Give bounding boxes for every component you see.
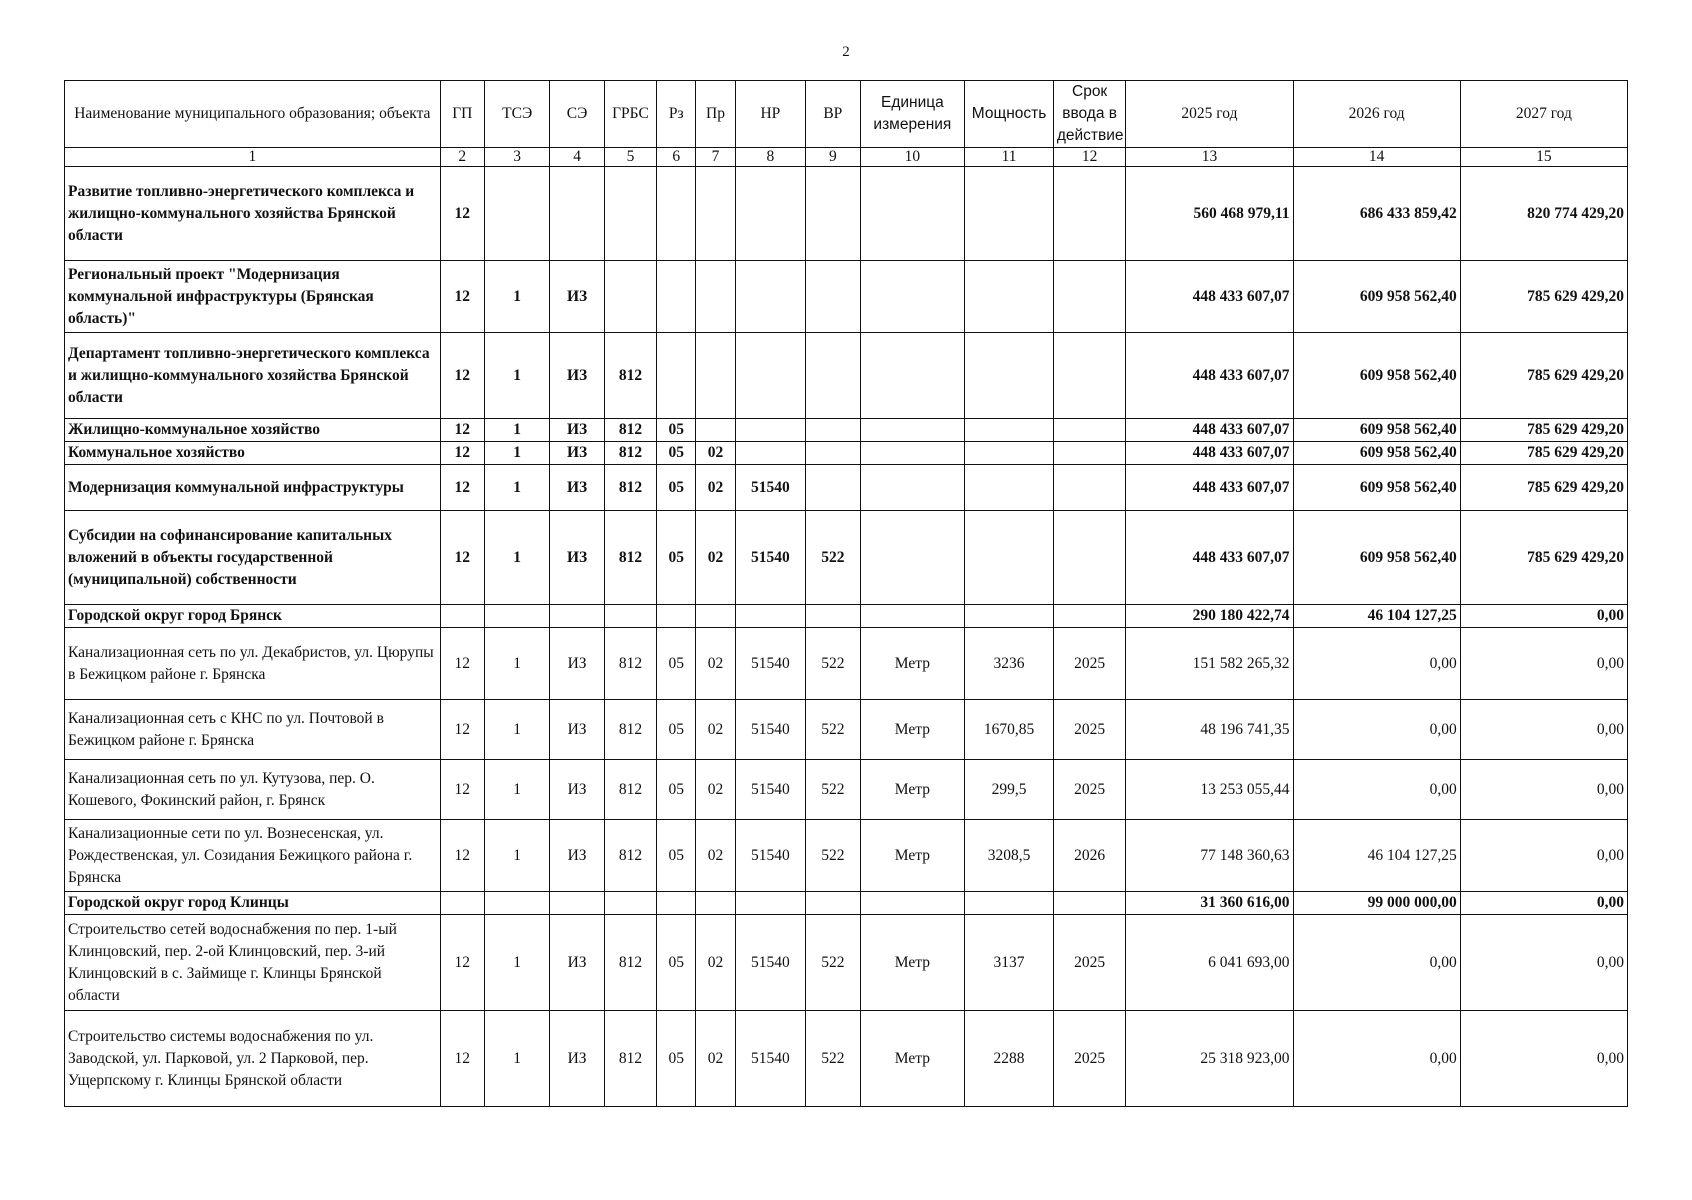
table-cell: 0,00 [1460,628,1627,700]
table-cell [806,442,860,465]
table-cell [1053,167,1126,261]
column-number: 9 [806,148,860,167]
table-cell: 812 [604,419,656,442]
table-cell: 0,00 [1460,820,1627,892]
table-cell: 812 [604,820,656,892]
table-cell [604,892,656,915]
table-body [65,148,1628,1107]
table-cell: ИЗ [550,1011,604,1107]
table-cell [604,167,656,261]
table-cell: 05 [657,820,696,892]
table-cell: 05 [657,1011,696,1107]
table-cell [657,892,696,915]
column-number: 14 [1293,148,1460,167]
table-cell [735,892,805,915]
table-cell: 05 [657,419,696,442]
table-cell [657,333,696,419]
table-row [65,333,1628,419]
table-cell: 05 [657,511,696,605]
table-cell: 2025 [1053,760,1126,820]
table-cell: 02 [696,915,735,1011]
table-cell [735,261,805,333]
table-cell: 12 [440,419,484,442]
row-name-cell: Канализационная сеть с КНС по ул. Почтовой в Бежицком районе г. Брянска [65,700,441,760]
table-cell: 522 [806,511,860,605]
table-cell [860,419,965,442]
column-number: 2 [440,148,484,167]
table-cell: 51540 [735,915,805,1011]
table-cell: 812 [604,1011,656,1107]
column-number: 12 [1053,148,1126,167]
column-number: 15 [1460,148,1627,167]
table-cell: 448 433 607,07 [1126,465,1293,511]
table-cell: 522 [806,1011,860,1107]
table-cell: 31 360 616,00 [1126,892,1293,915]
table-cell: 2025 [1053,700,1126,760]
table-cell: 1 [484,511,549,605]
table-cell: 05 [657,628,696,700]
row-name-cell: Модернизация коммунальной инфраструктуры [65,465,441,511]
column-number: 5 [604,148,656,167]
table-cell: 812 [604,442,656,465]
table-cell [735,419,805,442]
table-cell: 12 [440,915,484,1011]
table-cell: 12 [440,628,484,700]
header-grbs: ГРБС [604,81,656,148]
row-name-cell: Субсидии на софинансирование капитальных вложений в объекты государственной (муниципальной) собственности [65,511,441,605]
table-cell [860,442,965,465]
table-cell: 99 000 000,00 [1293,892,1460,915]
table-cell: 0,00 [1460,605,1627,628]
table-cell: 12 [440,442,484,465]
table-cell: 51540 [735,628,805,700]
table-cell [696,605,735,628]
table-cell: 51540 [735,465,805,511]
table-cell: ИЗ [550,442,604,465]
row-name-cell: Канализационная сеть по ул. Кутузова, пер. О. Кошевого, Фокинский район, г. Брянск [65,760,441,820]
table-cell: 12 [440,511,484,605]
header-pr: Пр [696,81,735,148]
table-cell: 46 104 127,25 [1293,820,1460,892]
header-name: Наименование муниципального образования; объекта [65,81,441,148]
table-row [65,261,1628,333]
table-cell: 51540 [735,511,805,605]
header-year-2027: 2027 год [1460,81,1627,148]
header-gp: ГП [440,81,484,148]
table-cell [735,605,805,628]
table-cell: 448 433 607,07 [1126,261,1293,333]
table-row [65,820,1628,892]
table-cell: 51540 [735,760,805,820]
table-cell [696,261,735,333]
table-row [65,628,1628,700]
budget-table [64,80,1628,1107]
table-cell [1053,511,1126,605]
table-cell: 2025 [1053,1011,1126,1107]
table-cell: 1 [484,419,549,442]
table-cell: 05 [657,442,696,465]
table-cell: 812 [604,760,656,820]
row-name-cell: Городской округ город Брянск [65,605,441,628]
table-cell [860,465,965,511]
table-cell: 522 [806,915,860,1011]
table-cell: 560 468 979,11 [1126,167,1293,261]
table-cell: 13 253 055,44 [1126,760,1293,820]
row-name-cell: Жилищно-коммунальное хозяйство [65,419,441,442]
table-cell [860,261,965,333]
table-cell: 2025 [1053,628,1126,700]
table-cell: 0,00 [1293,1011,1460,1107]
table-cell: 522 [806,760,860,820]
table-cell [860,333,965,419]
table-cell: 609 958 562,40 [1293,442,1460,465]
table-cell: 0,00 [1293,760,1460,820]
table-cell: 2288 [965,1011,1054,1107]
table-cell [965,261,1054,333]
table-cell: 812 [604,465,656,511]
table-cell: 05 [657,700,696,760]
table-cell: 1 [484,465,549,511]
table-cell [657,167,696,261]
table-cell: 1 [484,628,549,700]
table-row [65,511,1628,605]
table-cell: 3208,5 [965,820,1054,892]
table-cell: Метр [860,1011,965,1107]
table-cell: 151 582 265,32 [1126,628,1293,700]
table-cell: 51540 [735,1011,805,1107]
table-cell: 812 [604,333,656,419]
table-cell: 522 [806,628,860,700]
table-cell: 48 196 741,35 [1126,700,1293,760]
table-cell: 2026 [1053,820,1126,892]
table-cell [860,511,965,605]
table-cell: 3137 [965,915,1054,1011]
row-name-cell: Департамент топливно-энергетического комплекса и жилищно-коммунального хозяйства Брянской области [65,333,441,419]
header-tse: ТСЭ [484,81,549,148]
table-cell [484,167,549,261]
table-row [65,892,1628,915]
row-name-cell: Развитие топливно-энергетического комплекса и жилищно-коммунального хозяйства Брянской области [65,167,441,261]
table-cell: 785 629 429,20 [1460,261,1627,333]
table-cell [860,167,965,261]
column-number: 3 [484,148,549,167]
table-cell: 609 958 562,40 [1293,333,1460,419]
table-row [65,1011,1628,1107]
table-cell: 25 318 923,00 [1126,1011,1293,1107]
table-cell: 12 [440,333,484,419]
table-cell: 0,00 [1460,760,1627,820]
table-cell [696,419,735,442]
column-number: 6 [657,148,696,167]
table-cell: 1 [484,442,549,465]
table-cell: 0,00 [1460,700,1627,760]
table-cell: 0,00 [1293,700,1460,760]
table-cell: 02 [696,760,735,820]
table-cell: ИЗ [550,511,604,605]
table-cell [735,333,805,419]
table-cell: 2025 [1053,915,1126,1011]
table-cell: 02 [696,511,735,605]
row-name-cell: Строительство системы водоснабжения по ул. Заводской, ул. Парковой, ул. 2 Парковой, пер. Ущерпскому г. Клинцы Брянской области [65,1011,441,1107]
table-cell: 12 [440,1011,484,1107]
table-cell: 1 [484,915,549,1011]
header-row [65,81,1628,148]
page-number: 2 [842,44,850,60]
table-cell [1053,261,1126,333]
table-cell: 1670,85 [965,700,1054,760]
table-cell: Метр [860,628,965,700]
table-cell: 448 433 607,07 [1126,511,1293,605]
header-year-2025: 2025 год [1126,81,1293,148]
table-cell: 12 [440,261,484,333]
table-cell: ИЗ [550,261,604,333]
table-cell: 0,00 [1460,1011,1627,1107]
table-cell [484,892,549,915]
table-cell: 1 [484,700,549,760]
table-cell: 522 [806,820,860,892]
table-cell: 05 [657,465,696,511]
table-cell [1053,465,1126,511]
table-cell: 05 [657,915,696,1011]
table-cell: 0,00 [1293,628,1460,700]
table-cell: 812 [604,700,656,760]
column-number: 1 [65,148,441,167]
row-name-cell: Коммунальное хозяйство [65,442,441,465]
table-cell: Метр [860,820,965,892]
table-cell: 51540 [735,700,805,760]
table-cell: 02 [696,820,735,892]
header-year-2026: 2026 год [1293,81,1460,148]
table-cell [860,892,965,915]
header-capacity: Мощность [965,81,1054,148]
header-vr: ВР [806,81,860,148]
table-cell: 785 629 429,20 [1460,442,1627,465]
table-cell: 1 [484,820,549,892]
table-cell: ИЗ [550,700,604,760]
table-cell [735,167,805,261]
table-cell: ИЗ [550,465,604,511]
table-cell: 12 [440,167,484,261]
row-name-cell: Городской округ город Клинцы [65,892,441,915]
table-cell [806,333,860,419]
table-cell [806,605,860,628]
table-cell: 448 433 607,07 [1126,333,1293,419]
table-cell: 820 774 429,20 [1460,167,1627,261]
table-cell: ИЗ [550,628,604,700]
table-row [65,419,1628,442]
table-cell [965,442,1054,465]
table-cell: 609 958 562,40 [1293,511,1460,605]
table-cell: 1 [484,760,549,820]
table-cell [1053,605,1126,628]
table-cell: ИЗ [550,419,604,442]
table-cell: 609 958 562,40 [1293,261,1460,333]
table-cell [965,465,1054,511]
table-cell: 12 [440,465,484,511]
table-cell: 02 [696,442,735,465]
column-number: 4 [550,148,604,167]
table-cell: 46 104 127,25 [1293,605,1460,628]
column-number: 11 [965,148,1054,167]
row-name-cell: Региональный проект "Модернизация коммунальной инфраструктуры (Брянская область)" [65,261,441,333]
table-row [65,760,1628,820]
table-cell [657,261,696,333]
table-cell [1053,419,1126,442]
table-cell: 02 [696,1011,735,1107]
table-cell: 609 958 562,40 [1293,419,1460,442]
table-cell: 522 [806,700,860,760]
header-se: СЭ [550,81,604,148]
table-row [65,167,1628,261]
table-cell: 51540 [735,820,805,892]
table-cell: 12 [440,760,484,820]
table-cell: 12 [440,700,484,760]
table-cell: 609 958 562,40 [1293,465,1460,511]
table-cell: 3236 [965,628,1054,700]
table-cell: Метр [860,700,965,760]
table-cell: 785 629 429,20 [1460,511,1627,605]
table-cell [484,605,549,628]
table-cell [696,333,735,419]
column-number: 13 [1126,148,1293,167]
table-cell: 686 433 859,42 [1293,167,1460,261]
table-row [65,605,1628,628]
table-cell: 77 148 360,63 [1126,820,1293,892]
table-cell: 1 [484,1011,549,1107]
table-cell [860,605,965,628]
table-cell: 1 [484,261,549,333]
table-cell: Метр [860,915,965,1011]
table-cell: ИЗ [550,820,604,892]
table-cell: 785 629 429,20 [1460,465,1627,511]
table-cell [965,167,1054,261]
table-cell: ИЗ [550,760,604,820]
table-row [65,700,1628,760]
header-commission-date: Срок ввода в действие [1053,81,1126,148]
column-number: 10 [860,148,965,167]
table-cell: 812 [604,628,656,700]
row-name-cell: Канализационная сеть по ул. Декабристов, ул. Цюрупы в Бежицком районе г. Брянска [65,628,441,700]
table-row [65,442,1628,465]
table-cell: 1 [484,333,549,419]
row-name-cell: Строительство сетей водоснабжения по пер. 1-ый Клинцовский, пер. 2-ой Клинцовский, пер. 3-ий Клинцовский в с. Займище г. Клинцы Брянской области [65,915,441,1011]
table-cell: 448 433 607,07 [1126,442,1293,465]
table-cell [550,605,604,628]
table-cell: Метр [860,760,965,820]
table-cell: 0,00 [1460,915,1627,1011]
table-cell [696,167,735,261]
table-cell [806,261,860,333]
table-cell: 02 [696,465,735,511]
table-cell: 290 180 422,74 [1126,605,1293,628]
table-cell: 785 629 429,20 [1460,333,1627,419]
table-cell [965,419,1054,442]
table-cell: 02 [696,700,735,760]
table-cell [735,442,805,465]
table-cell [806,465,860,511]
table-cell [806,892,860,915]
table-cell: 6 041 693,00 [1126,915,1293,1011]
table-cell: 785 629 429,20 [1460,419,1627,442]
table-cell [657,605,696,628]
table-cell: ИЗ [550,915,604,1011]
table-cell: 812 [604,915,656,1011]
table-cell [806,167,860,261]
table-cell [440,892,484,915]
table-cell [965,511,1054,605]
table-cell [550,892,604,915]
table-cell [965,333,1054,419]
table-cell: 0,00 [1460,892,1627,915]
table-cell [965,605,1054,628]
table-cell: 0,00 [1293,915,1460,1011]
column-number: 8 [735,148,805,167]
table-cell: 02 [696,628,735,700]
header-rz: Рз [657,81,696,148]
table-cell [696,892,735,915]
table-cell: ИЗ [550,333,604,419]
table-cell [806,419,860,442]
table-row [65,915,1628,1011]
row-name-cell: Канализационные сети по ул. Вознесенская, ул. Рождественская, ул. Созидания Бежицкого района г. Брянска [65,820,441,892]
column-numbers-row [65,148,1628,167]
header-nr: НР [735,81,805,148]
table-cell: 12 [440,820,484,892]
table-cell [440,605,484,628]
table-row [65,465,1628,511]
table-cell: 05 [657,760,696,820]
table-cell [1053,333,1126,419]
table-cell: 448 433 607,07 [1126,419,1293,442]
table-cell: 812 [604,511,656,605]
column-number: 7 [696,148,735,167]
table-cell [604,261,656,333]
header-unit: Единица измерения [860,81,965,148]
table-cell [965,892,1054,915]
table-cell [1053,442,1126,465]
table-cell: 299,5 [965,760,1054,820]
table-cell [604,605,656,628]
table-cell [1053,892,1126,915]
table-cell [550,167,604,261]
